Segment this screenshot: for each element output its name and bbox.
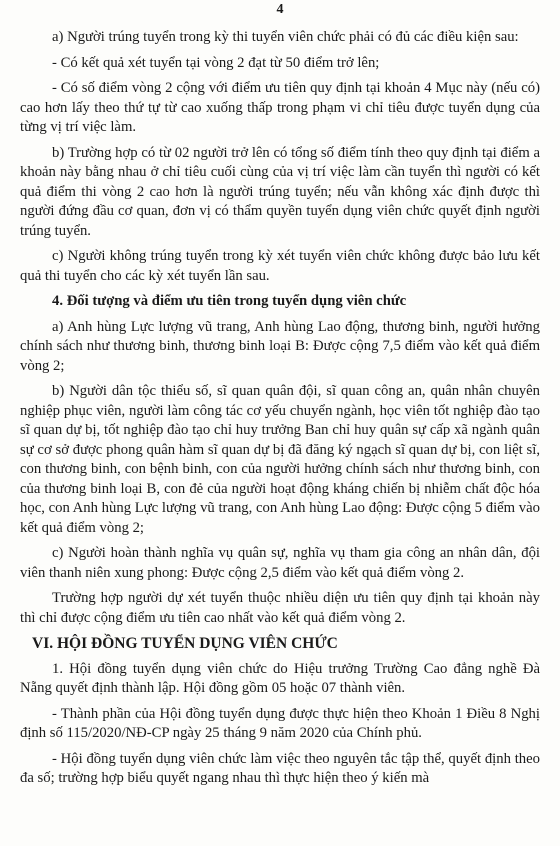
subsection-heading: 4. Đối tượng và điểm ưu tiên trong tuyển dụng viên chức <box>52 293 407 309</box>
paragraph: b) Người dân tộc thiểu số, sĩ quan quân đội, sĩ quan công an, quân nhân chuyên nghiệp phục viên, người làm công tác cơ yếu chuyển ngành, học viên tốt nghiệp đào tạo sĩ quan dự bị, tốt nghiệp đào tạo chỉ huy trưởng Ban chỉ huy quân sự cấp xã ngành quân sự cơ sở được phong quân hàm sĩ quan dự bị đã đăng ký ngạch sĩ quan dự bị, con liệt sĩ, con thương binh, con bệnh binh, con của người hưởng chính sách như thương binh, con của thương binh loại B, con đẻ của người hoạt động kháng chiến bị nhiễm chất độc hóa học, con Anh hùng Lực lượng vũ trang, con Anh hùng Lao động: Được cộng 5 điểm vào kết quả điểm vòng 2; <box>20 383 540 536</box>
document-body <box>20 28 540 795</box>
page-number: 4 <box>276 2 284 17</box>
paragraph: a) Anh hùng Lực lượng vũ trang, Anh hùng Lao động, thương binh, người hưởng chính sách như thương binh, thương binh loại B: Được cộng 7,5 điểm vào kết quả điểm vòng 2; <box>20 318 540 374</box>
paragraph: b) Trường hợp có từ 02 người trở lên có tổng số điểm tính theo quy định tại điểm a khoản này bằng nhau ở chỉ tiêu cuối cùng của vị trí việc làm cần tuyển thì người có kết quả điểm thi vòng 2 cao hơn là người trúng tuyển; nếu vẫn không xác định được thì người đứng đầu cơ quan, đơn vị có thẩm quyền tuyển dụng viên chức quyết định người trúng tuyển. <box>20 144 540 239</box>
paragraph: - Thành phần của Hội đồng tuyển dụng được thực hiện theo Khoản 1 Điều 8 Nghị định số 115/2020/NĐ-CP ngày 25 tháng 9 năm 2020 của Chính phủ. <box>20 705 540 741</box>
paragraph: c) Người không trúng tuyển trong kỳ xét tuyển viên chức không được bảo lưu kết quả thi tuyển cho các kỳ xét tuyển lần sau. <box>20 248 540 284</box>
paragraph: - Hội đồng tuyển dụng viên chức làm việc theo nguyên tắc tập thể, quyết định theo đa số; trường hợp biểu quyết ngang nhau thì thực hiện theo ý kiến mà <box>20 750 540 786</box>
paragraph: 1. Hội đồng tuyển dụng viên chức do Hiệu trưởng Trường Cao đẳng nghề Đà Nẵng quyết định thành lập. Hội đồng gồm 05 hoặc 07 thành viên. <box>20 660 540 696</box>
paragraph: - Có số điểm vòng 2 cộng với điểm ưu tiên quy định tại khoản 4 Mục này (nếu có) cao hơn lấy theo thứ tự từ cao xuống thấp trong phạm vi chỉ tiêu được tuyển dụng của từng vị trí việc làm. <box>20 80 540 135</box>
section-heading: VI. HỘI ĐỒNG TUYỂN DỤNG VIÊN CHỨC <box>32 635 338 652</box>
paragraph: Trường hợp người dự xét tuyển thuộc nhiều diện ưu tiên quy định tại khoản này thì chỉ được cộng điểm ưu tiên cao nhất vào kết quả điểm vòng 2. <box>20 590 540 626</box>
paragraph: c) Người hoàn thành nghĩa vụ quân sự, nghĩa vụ tham gia công an nhân dân, đội viên thanh niên xung phong: Được cộng 2,5 điểm vào kết quả điểm vòng 2. <box>20 545 540 581</box>
paragraph: - Có kết quả xét tuyển tại vòng 2 đạt từ 50 điểm trở lên; <box>52 54 380 71</box>
paragraph: a) Người trúng tuyển trong kỳ thi tuyển viên chức phải có đủ các điều kiện sau: <box>52 29 519 45</box>
